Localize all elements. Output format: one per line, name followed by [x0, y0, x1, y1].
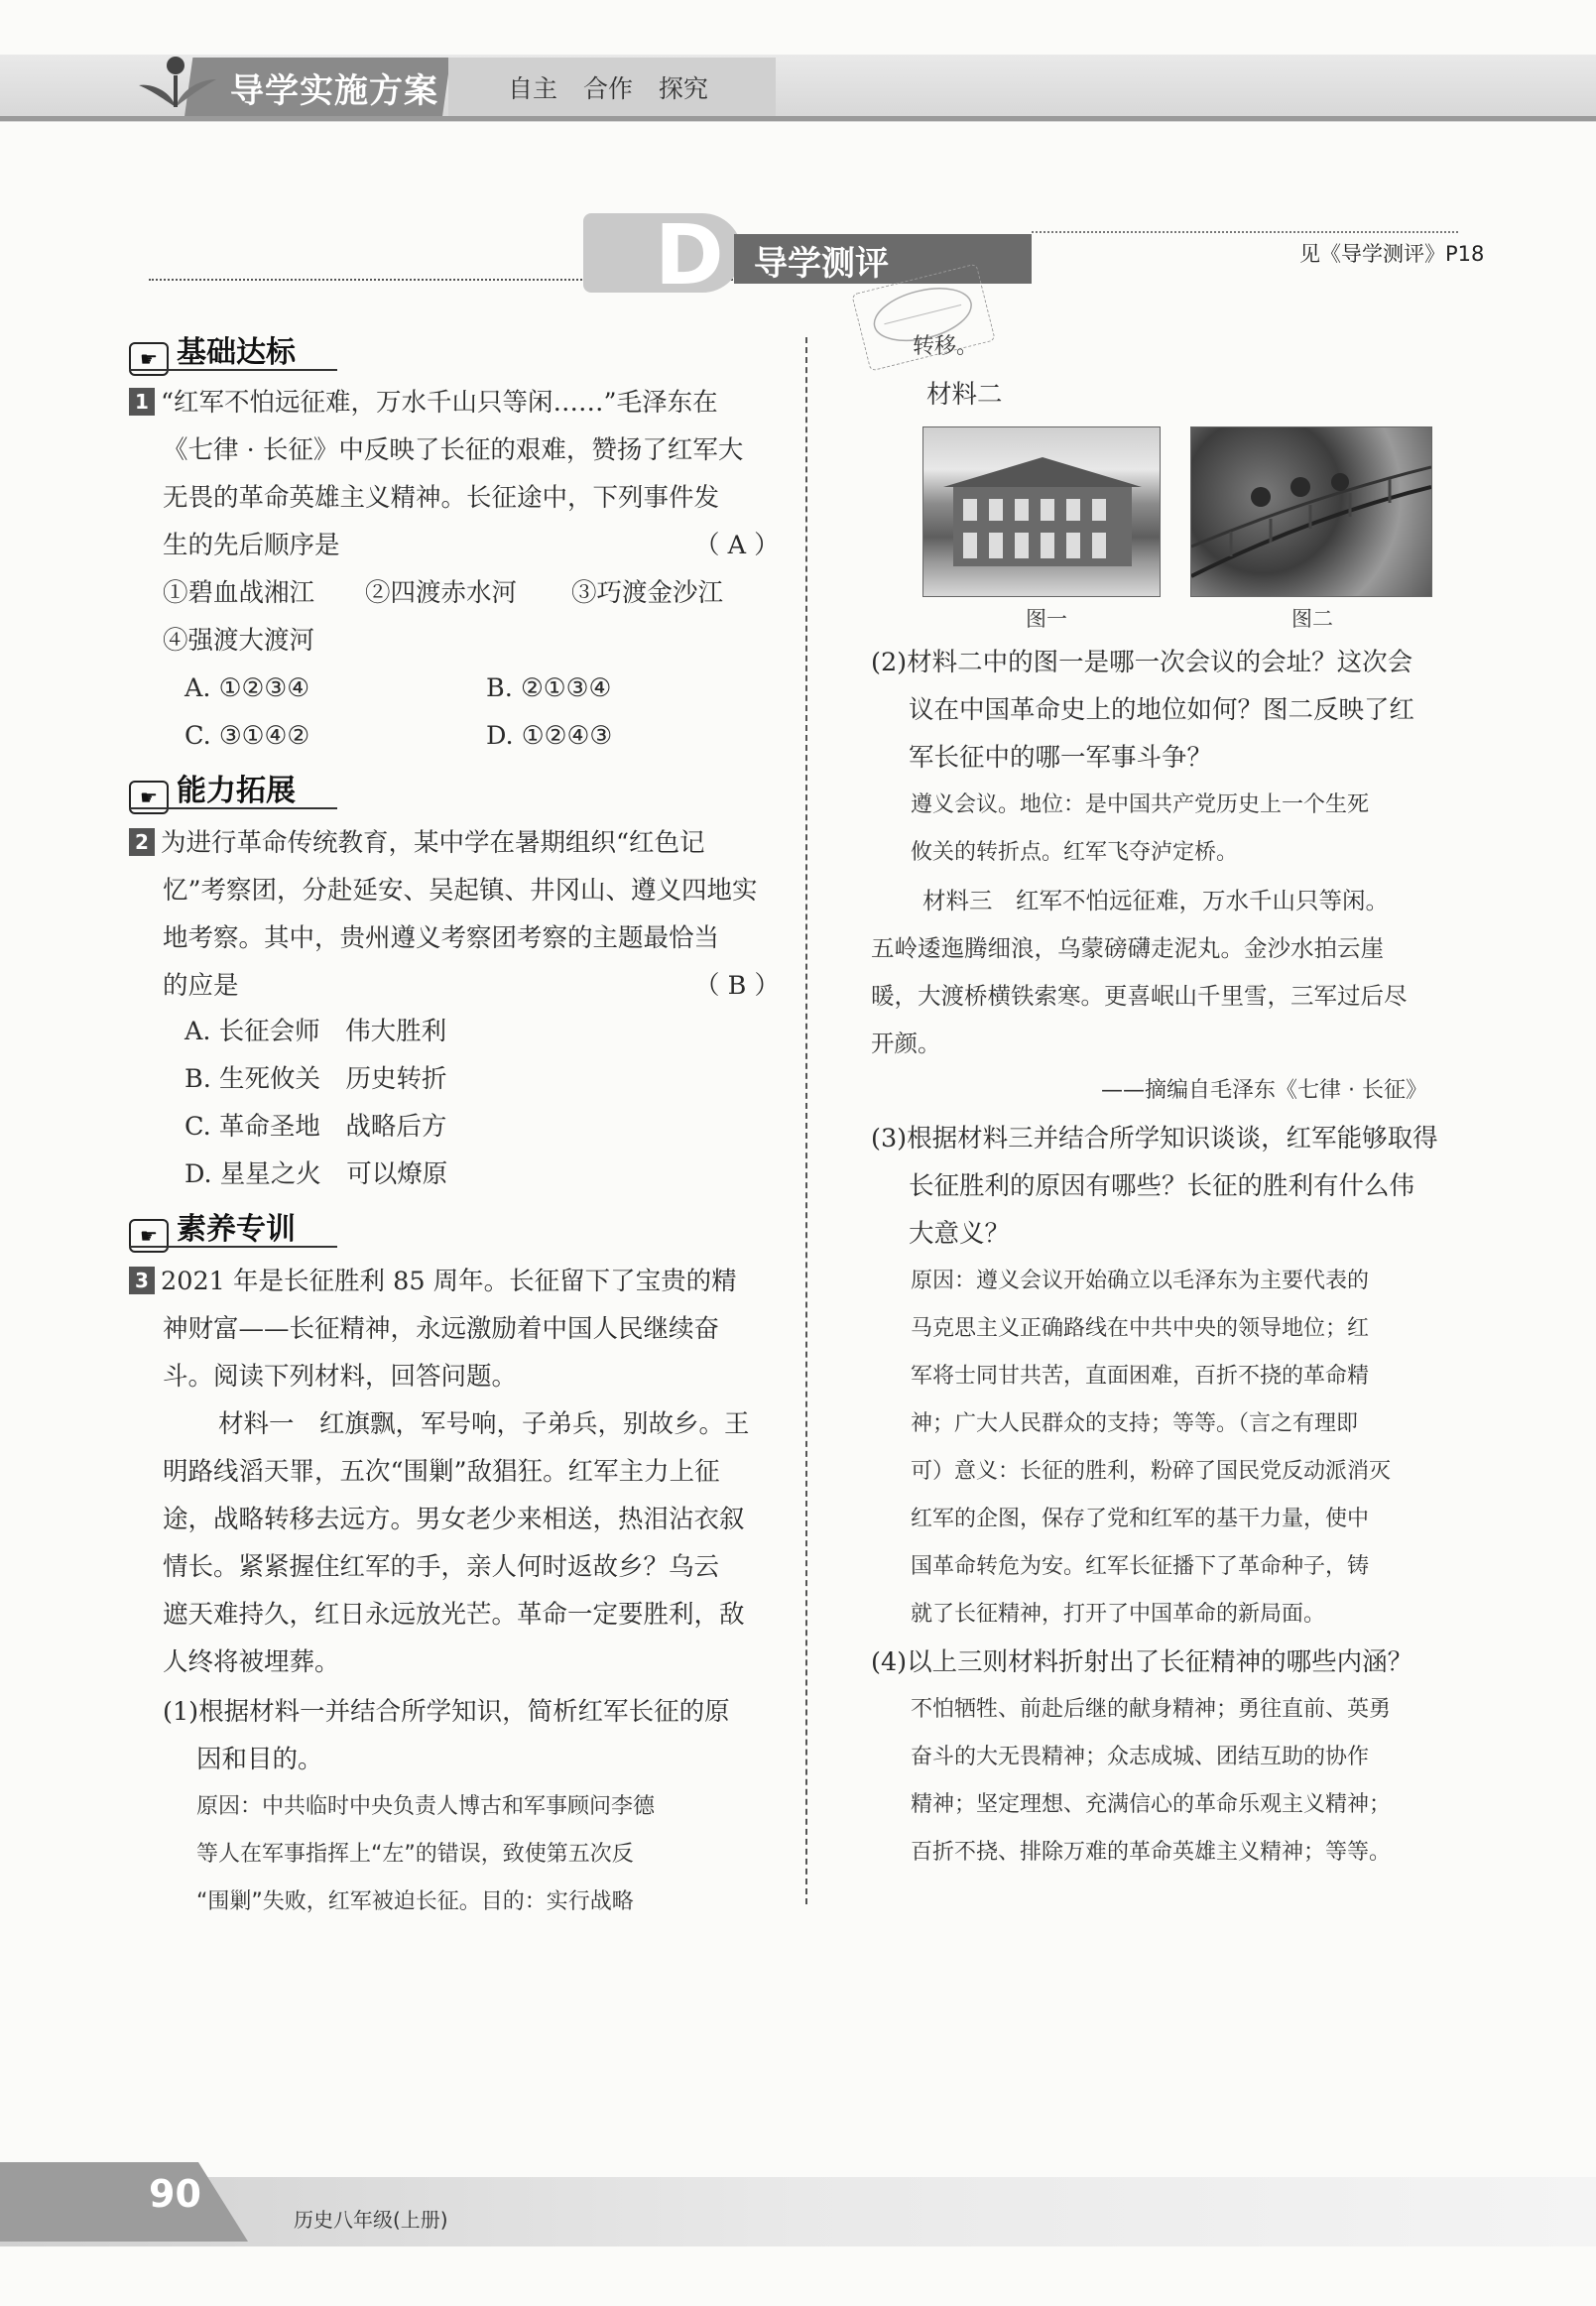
- sub2-answer-2: 攸关的转折点。红军飞夺泸定桥。: [911, 840, 1239, 865]
- sub3-answer-2: 马克思主义正确路线在中共中央的领导地位；红: [911, 1316, 1370, 1341]
- q1-option-d: D. ①②④③: [486, 721, 613, 751]
- sub4-answer-2: 奋斗的大无畏精神；众志成城、团结互助的协作: [911, 1745, 1370, 1769]
- material1-line-4: 情长。紧紧握住红军的手，亲人何时返故乡？乌云: [163, 1552, 720, 1582]
- banner-rule-right: [1032, 231, 1458, 233]
- banner-title: 导学测评: [754, 244, 889, 284]
- q1-line-1: 1 “红军不怕远征难，万水千山只等闲……”毛泽东在: [129, 379, 718, 426]
- hand-pointer-icon: ☛: [129, 342, 169, 376]
- zunyi-meeting-site-photo: [922, 426, 1161, 597]
- sub4-answer-1: 不怕牺牲、前赴后继的献身精神；勇往直前、英勇: [911, 1697, 1392, 1722]
- sub3-question-3: 大意义？: [909, 1219, 1011, 1249]
- sub1-question-2: 因和目的。: [196, 1745, 323, 1774]
- q3-number: 3: [129, 1267, 155, 1294]
- q2-option-b: B. 生死攸关 历史转折: [184, 1064, 447, 1094]
- q1-line-2: 《七律 · 长征》中反映了长征的艰难，赞扬了红军大: [163, 435, 744, 465]
- q1-line-4: 生的先后顺序是: [163, 531, 340, 560]
- material1-line-6: 人终将被埋葬。: [163, 1647, 340, 1677]
- sub3-answer-7: 国革命转危为安。红军长征播下了革命种子，铸: [911, 1554, 1370, 1579]
- figure2-caption: 图二: [1291, 607, 1333, 631]
- section-basic-label: 基础达标: [177, 335, 296, 370]
- material2-label: 材料二: [926, 380, 1003, 410]
- page-number: 90: [149, 2172, 201, 2216]
- q1-item-2: ②四渡赤水河: [365, 578, 518, 608]
- luding-bridge-painting: [1190, 426, 1432, 597]
- sub3-answer-1: 原因：遵义会议开始确立以毛泽东为主要代表的: [911, 1269, 1370, 1293]
- sub3-answer-4: 神；广大人民群众的支持；等等。（言之有理即: [911, 1411, 1359, 1436]
- section-rule: [129, 369, 337, 371]
- q2-option-a: A. 长征会师 伟大胜利: [184, 1017, 447, 1046]
- material1-line-1: 材料一 红旗飘，军号响，子弟兵，别故乡。王: [218, 1409, 750, 1439]
- building-illustration-icon: [923, 427, 1160, 596]
- q1-item-1: ①碧血战湘江: [163, 578, 315, 608]
- q2-option-c: C. 革命圣地 战略后方: [184, 1112, 447, 1142]
- hand-pointer-icon: ☛: [129, 1219, 169, 1253]
- sprout-logo-icon: [131, 36, 220, 115]
- material3-line-3: 暖，大渡桥横铁索寒。更喜岷山千里雪，三军过后尽: [871, 982, 1408, 1010]
- sub1-answer-4: 转移。: [913, 334, 979, 359]
- sub1-answer-2: 等人在军事指挥上“左”的错误，致使第五次反: [196, 1842, 634, 1867]
- sub4-answer-3: 精神；坚定理想、充满信心的革命乐观主义精神；: [911, 1792, 1392, 1817]
- sub3-question-1: (3)根据材料三并结合所学知识谈谈，红军能够取得: [871, 1124, 1438, 1153]
- sub1-answer-3: “围剿”失败，红军被迫长征。目的：实行战略: [196, 1889, 634, 1914]
- material3-source: ——摘编自毛泽东《七律 · 长征》: [1101, 1078, 1427, 1103]
- sub3-question-2: 长征胜利的原因有哪些？长征的胜利有什么伟: [909, 1171, 1415, 1201]
- q1-line-3: 无畏的革命英雄主义精神。长征途中，下列事件发: [163, 483, 720, 513]
- sub3-answer-8: 就了长征精神，打开了中国革命的新局面。: [911, 1602, 1326, 1627]
- footer-page-tab: [0, 2162, 248, 2242]
- sub2-question-1: (2)材料二中的图一是哪一次会议的会址？这次会: [871, 648, 1413, 677]
- material1-line-2: 明路线滔天罪，五次“围剿”敌猖狂。红军主力上征: [163, 1457, 720, 1487]
- sub2-question-3: 军长征中的哪一军事斗争？: [909, 743, 1213, 773]
- q1-item-4: ④强渡大渡河: [163, 626, 315, 656]
- sub2-question-2: 议在中国革命史上的地位如何？图二反映了红: [909, 695, 1415, 725]
- sub1-question-1: (1)根据材料一并结合所学知识，简析红军长征的原: [163, 1697, 730, 1727]
- sub4-answer-4: 百折不挠、排除万难的革命英雄主义精神；等等。: [911, 1840, 1392, 1865]
- q2-line-3: 地考察。其中，贵州遵义考察团考察的主题最恰当: [163, 923, 720, 953]
- q2-line-2: 忆”考察团，分赴延安、吴起镇、井冈山、遵义四地实: [163, 876, 758, 906]
- q3-line-3: 斗。阅读下列材料，回答问题。: [163, 1362, 518, 1392]
- footer-book-title: 历史八年级(上册): [294, 2208, 448, 2232]
- sub3-answer-5: 可）意义：长征的胜利，粉碎了国民党反动派消灭: [911, 1459, 1392, 1484]
- q1-number: 1: [129, 388, 155, 416]
- material3-line-2: 五岭逶迤腾细浪，乌蒙磅礴走泥丸。金沙水拍云崖: [871, 934, 1384, 962]
- q1-item-3: ③巧渡金沙江: [571, 578, 724, 608]
- q3-line-2: 神财富——长征精神，永远激励着中国人民继续奋: [163, 1314, 720, 1344]
- header-subtitle: 自主 合作 探究: [508, 74, 708, 103]
- material3-line-1: 材料三 红军不怕远征难，万水千山只等闲。: [922, 887, 1389, 914]
- q1-option-c: C. ③①④②: [184, 721, 310, 751]
- q2-line-4: 的应是: [163, 971, 239, 1001]
- hand-pointer-icon: ☛: [129, 781, 169, 814]
- section-rule: [129, 1246, 337, 1248]
- q2-answer: （ B ）: [694, 971, 780, 1001]
- material1-line-5: 遮天难持久，红日永远放光芒。革命一定要胜利，敌: [163, 1600, 745, 1630]
- banner-reference: 见《导学测评》P18: [1299, 242, 1485, 266]
- q2-option-d: D. 星星之火 可以燎原: [184, 1159, 448, 1189]
- bridge-chains-illustration-icon: [1191, 427, 1431, 596]
- material1-line-3: 途，战略转移去远方。男女老少来相送，热泪沾衣叙: [163, 1505, 745, 1534]
- q2-number: 2: [129, 828, 155, 856]
- q2-line-1: 2 为进行革命传统教育，某中学在暑期组织“红色记: [129, 819, 705, 867]
- material3-line-4: 开颜。: [871, 1030, 941, 1057]
- header-title: 导学实施方案: [230, 71, 438, 111]
- sub3-answer-3: 军将士同甘共苦，直面困难，百折不挠的革命精: [911, 1364, 1370, 1389]
- figure1-caption: 图一: [1026, 607, 1067, 631]
- column-divider: [805, 337, 807, 1904]
- sub3-answer-6: 红军的企图，保存了党和红军的基干力量，使中: [911, 1507, 1370, 1531]
- section-rule: [129, 807, 337, 809]
- sub2-answer-1: 遵义会议。地位：是中国共产党历史上一个生死: [911, 792, 1370, 817]
- section-ability-label: 能力拓展: [177, 774, 296, 808]
- q3-line-1: 3 2021 年是长征胜利 85 周年。长征留下了宝贵的精: [129, 1258, 737, 1305]
- sub1-answer-1: 原因：中共临时中央负责人博古和军事顾问李德: [196, 1794, 656, 1819]
- section-literacy-label: 素养专训: [177, 1212, 296, 1247]
- sub4-question: (4)以上三则材料折射出了长征精神的哪些内涵？: [871, 1647, 1413, 1677]
- header-rule: [0, 116, 1596, 121]
- q1-option-a: A. ①②③④: [184, 673, 310, 703]
- banner-letter: D: [655, 206, 724, 303]
- q1-answer: （ A ）: [694, 531, 780, 560]
- q1-option-b: B. ②①③④: [486, 673, 612, 703]
